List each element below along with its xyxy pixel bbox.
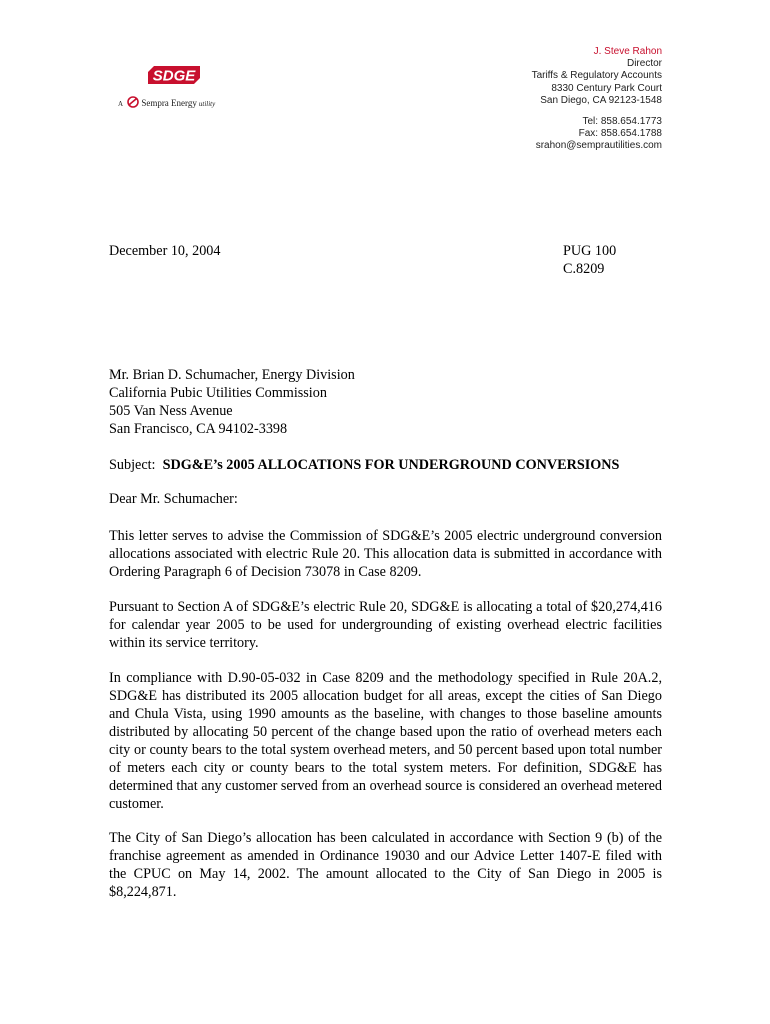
sender-street: 8330 Century Park Court xyxy=(551,82,662,94)
reference-line-2: C.8209 xyxy=(563,261,605,277)
logo-tagline-prefix: A xyxy=(118,100,124,108)
sender-name: J. Steve Rahon xyxy=(593,46,662,57)
body-paragraph-4: The City of San Diego’s allocation has been calculated in accordance with Section 9 (b) of the franchise agreement as amended in Ordinance 19030 and our Advice Letter 1407-E filed with the CPUC on May 14, 2002. The amount allocated to the City of San Diego in 2005 is $8,224,871. xyxy=(109,830,662,900)
salutation: Dear Mr. Schumacher: xyxy=(109,491,238,507)
body-paragraph-1: This letter serves to advise the Commission of SDG&E’s 2005 electric underground conversion allocations associated with electric Rule 20. This allocation data is submitted in accordance with Ordering Paragraph 6 of Decision 73078 in Case 8209. xyxy=(109,528,662,580)
sender-department: Tariffs & Regulatory Accounts xyxy=(531,70,662,82)
sempra-swirl-icon xyxy=(127,96,139,108)
sdge-logo-mark xyxy=(148,62,200,88)
subject-line xyxy=(109,456,619,474)
subject-label: Subject: xyxy=(109,457,156,473)
recipient-line-1: Mr. Brian D. Schumacher, Energy Division xyxy=(109,367,355,383)
sender-email: srahon@semprautilities.com xyxy=(535,140,662,152)
body-paragraph-2: Pursuant to Section A of SDG&E’s electric Rule 20, SDG&E is allocating a total of $20,274,416 for calendar year 2005 to be used for undergrounding of existing overhead electric facilities within its service territory. xyxy=(109,599,662,651)
reference-line-1: PUG 100 xyxy=(563,243,617,259)
logo-tagline xyxy=(118,96,215,108)
sender-fax: Fax: 858.654.1788 xyxy=(578,128,662,140)
recipient-line-2: California Pubic Utilities Commission xyxy=(109,385,327,401)
logo-tagline-suffix: utility xyxy=(198,100,216,108)
letterhead-spacer xyxy=(532,107,662,116)
subject-text: SDG&E’s 2005 ALLOCATIONS FOR UNDERGROUND CONVERSIONS xyxy=(162,457,620,473)
recipient-line-4: San Francisco, CA 94102-3398 xyxy=(109,421,288,437)
reference-block xyxy=(563,242,616,278)
letterhead-contact xyxy=(532,46,662,153)
sdge-logo xyxy=(118,62,236,112)
sender-tel: Tel: 858.654.1773 xyxy=(582,116,662,128)
sender-city: San Diego, CA 92123-1548 xyxy=(540,94,662,106)
logo-tagline-company: Sempra Energy xyxy=(141,98,197,108)
letter-date: December 10, 2004 xyxy=(109,243,221,259)
recipient-address xyxy=(109,366,355,438)
recipient-line-3: 505 Van Ness Avenue xyxy=(109,403,233,419)
body-paragraph-3: In compliance with D.90-05-032 in Case 8209 and the methodology specified in Rule 20A.2, SDG&E has distributed its 2005 allocation budget for all areas, except the cities of San Diego and Chula Vista, using 1990 amounts as the baseline, with changes to those baseline amounts distributed by allocating 50 percent of the change based upon the ratio of overhead meters each city or county bears to the total system overhead meters, and 50 percent based upon total number of meters each city or county bears to the total system meters. For definition, SDG&E has determined that any customer served from an overhead source is considered an overhead metered customer. xyxy=(109,670,662,812)
svg-text:SDGE: SDGE xyxy=(152,67,196,85)
sender-title: Director xyxy=(626,58,662,70)
